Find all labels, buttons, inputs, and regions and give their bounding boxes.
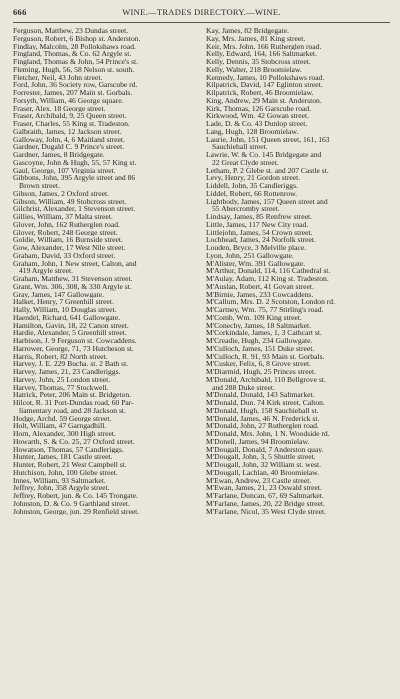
directory-entry: M'Corkindale, James, 1, 3 Cathcart st. [206, 329, 322, 337]
directory-entry: Lade, D. & Co. 43 Dunlop street. [206, 120, 308, 128]
directory-entry: M'Conechy, James, 18 Saltmarket. [206, 321, 312, 330]
directory-entry: Fleming, Hugh, 56, 58 Nelson st. south. [13, 65, 135, 74]
directory-entry: Kelly, Dennis, 35 Stobcross street. [206, 58, 311, 66]
directory-entry: Fingland, Thomas, & Co. 62 Argyle st. [13, 50, 132, 58]
directory-entry: Harbison, J. 9 Ferguson st. Cowcaddens. [13, 337, 137, 345]
directory-entry: M'Farlane, Nicol, 35 West Clyde street. [206, 507, 326, 516]
directory-entry: M'Dougall, John, 3, 5 Shuttle street. [206, 453, 316, 461]
directory-entry: Goldie, William, 16 Burnside street. [13, 236, 123, 244]
directory-entry: M'Cusker, Felix, 6, 8 Grove street. [206, 360, 312, 368]
directory-entry-continuation: and 288 Duke street. [212, 383, 275, 392]
directory-entry: Letham, P. 2 Glebe st. and 207 Castle st. [206, 166, 329, 175]
directory-entry: Harvey, James, 21, 23 Candleriggs. [13, 368, 121, 376]
directory-entry: Graham, Matthew, 31 Stevenson street. [13, 275, 133, 283]
directory-entry-continuation: Brown street. [19, 182, 60, 190]
directory-entry: Lang, Hugh, 128 Broomielaw. [206, 127, 299, 136]
directory-entry: M'Donald, Hugh, 158 Sauchiehall st. [206, 406, 319, 415]
directory-entry: M'Dougall, Lachlan, 40 Broomielaw. [206, 468, 320, 477]
directory-entry: Harvey, John, 25 London street. [13, 375, 111, 384]
directory-entry: M'Callum, Mrs. D. 2 Scotston, London rd. [206, 298, 335, 306]
directory-entry: M'Creadie, Hugh, 234 Gallowgate. [206, 337, 313, 345]
directory-entry: Holt, William, 47 Garngadhill. [13, 422, 107, 430]
directory-entry: Harvey, J. E. 229 Bucha. st. 2 Bath st. [13, 360, 129, 368]
directory-entry: Graham, David, 33 Oxford street. [13, 251, 116, 260]
directory-entry: M'Aulay, Adam, 112 King st. Tradeston. [206, 275, 329, 283]
directory-entry: Grant, Wm. 306, 308, & 330 Argyle st. [13, 282, 132, 291]
directory-entry: M'Arthur, Donald, 114, 116 Cathedral st. [206, 267, 331, 275]
directory-entry: Liddel, Robert, 66 Rottenrow. [206, 189, 298, 198]
directory-entry: Harrower, George, 71, 73 Hutcheson st. [13, 344, 134, 353]
directory-entry: M'Donald, Mrs. John, 1 N. Woodside rd. [206, 430, 330, 438]
directory-entry: M'Donald, John, 27 Rutherglen road. [206, 422, 319, 430]
directory-entry: Kelly, Edward, 164, 166 Saltmarket. [206, 50, 317, 58]
directory-entry: Kirkwood, Wm. 42 Gowan street. [206, 112, 309, 120]
directory-entry: Lyon, John, 251 Gallowgate. [206, 251, 294, 260]
directory-entry: M'Comb, Wm. 109 King street. [206, 313, 302, 322]
directory-entry: Fraser, Archibald, 9, 25 Queen street. [13, 112, 127, 120]
directory-entry: Gillies, William, 37 Malta street. [13, 213, 113, 221]
right-column [206, 27, 390, 515]
directory-entry: Howatson, Thomas, 57 Candleriggs. [13, 445, 124, 454]
header-rule [13, 22, 390, 23]
directory-entry: Hally, William, 10 Douglas street. [13, 306, 117, 314]
directory-entry-continuation: 419 Argyle street. [19, 267, 74, 275]
directory-entry: Gardner, James, 8 Bridgegate. [13, 151, 105, 159]
directory-entry: M'Auslan, Robert, 41 Govan street. [206, 282, 314, 291]
directory-entry: Fingland, Thomas & John, 54 Prince's st. [13, 58, 139, 66]
directory-entry: Gibson, James, 2 Oxford street. [13, 189, 109, 198]
directory-entry: Hutchison, John, 100 Glebe street. [13, 468, 118, 477]
directory-entry: M'Birnie, James, 233 Cowcaddens. [206, 290, 314, 299]
directory-entry: M'Farlane, James, 20, 22 Bridge street. [206, 499, 325, 508]
directory-entry: M'Donald, Archibald, 110 Bellgrove st. [206, 375, 326, 384]
directory-entry: Louden, Bryce, 3 Melville place. [206, 244, 307, 252]
directory-entry: Forrester, James, 207 Main st. Gorbals. [13, 89, 133, 97]
directory-entry: Jeffrey, John, 358 Argyle street. [13, 484, 110, 492]
directory-entry: Ford, John, 36 Society row, Garscube rd. [13, 81, 138, 89]
directory-entry: Gibson, William, 49 Stobcross street. [13, 197, 127, 206]
directory-entry: Gaul, George, 107 Virginia street. [13, 166, 116, 175]
directory-entry: M'Culloch, R. 91, 93 Main st. Gorbals. [206, 352, 325, 361]
directory-entry: Littlejohn, James, 54 Crown street. [206, 228, 313, 237]
directory-entry: Hunter, Robert, 21 West Campbell st. [13, 461, 127, 469]
directory-entry: M'Culloch, James, 151 Duke street. [206, 344, 315, 353]
directory-entry: Kelly, Walter, 218 Broomielaw. [206, 65, 302, 74]
directory-entry-continuation: Sauchiehall street. [212, 143, 268, 151]
directory-entry: Hardie, Alexander, 5 Greenhill street. [13, 329, 127, 337]
directory-entry: Hatrick, Peter, 206 Main st. Bridgeton. [13, 391, 132, 399]
directory-entry: Lightbody, James, 157 Queen street and [206, 197, 328, 206]
directory-entry: Galloway, John, 4, 6 Maitland street. [13, 135, 125, 144]
directory-entry: Kirk, Thomas, 126 Garscube road. [206, 104, 312, 113]
page-number: 666 [13, 7, 27, 17]
directory-entry: King, Andrew, 29 Main st. Anderston. [206, 96, 322, 105]
directory-entry: Ferguson, Robert, 6 Bishop st. Anderston. [13, 34, 141, 43]
directory-entry: Gow, Alexander, 17 West Nile street. [13, 244, 126, 252]
directory-entry: Horn, Alexander, 300 High street. [13, 430, 116, 438]
directory-entry: Halket, Henry, 7 Greenhill street. [13, 298, 114, 306]
directory-entry: M'Donald, James, 46 N. Frederick st. [206, 414, 320, 423]
directory-entry: Hodge, Archd. 59 George street. [13, 414, 112, 423]
directory-entry: M'Donell, James, 94 Broomielaw. [206, 437, 310, 446]
directory-entry: M'Diarmid, Hugh, 25 Princes street. [206, 368, 316, 376]
directory-entry: Glover, Robert, 248 George street. [13, 228, 118, 237]
directory-entry: Innes, William, 93 Saltmarket. [13, 476, 106, 485]
directory-entry-continuation: 55 Abercromby street. [212, 205, 280, 213]
directory-entry: Kay, Mrs. James, 81 King street. [206, 34, 306, 43]
directory-entry: Kilpatrick, Robert, 46 Broomielaw. [206, 89, 314, 97]
directory-entry: Howarth, S. & Co. 25, 27 Oxford street. [13, 437, 135, 446]
directory-entry: Gardner, Dugald C. 9 Prince's street. [13, 143, 125, 151]
directory-entry: Lindsay, James, 85 Renfrew street. [206, 213, 313, 221]
directory-entry-continuation: liamentary road, and 28 Jackson st. [19, 406, 126, 415]
directory-entry: Lawrie, W. & Co. 145 Bridgegate and [206, 151, 322, 159]
directory-entry: Laurie, John, 151 Queen street, 161, 163 [206, 135, 330, 144]
directory-entry: Harvey, Thomas, 77 Stockwell. [13, 383, 109, 392]
directory-entry: Gibbons, John, 395 Argyle street and 86 [13, 174, 136, 182]
directory-entry: M'Donald, Dun. 74 Kirk street, Calton. [206, 399, 325, 407]
directory-entry: Haendel, Richard, 641 Gallowgate. [13, 313, 121, 322]
directory-entry: Findlay, Malcolm, 28 Pollokshaws road. [13, 42, 136, 51]
directory-entry: Kilpatrick, David, 147 Eglinton street. [206, 81, 323, 89]
directory-entry: M'Donald, Donald, 143 Saltmarket. [206, 391, 315, 399]
directory-entry: Kay, James, 82 Bridgegate. [206, 27, 290, 35]
directory-entry: Galbraith, James, 12 Jackson street. [13, 127, 122, 136]
left-column [13, 27, 197, 515]
page-header [13, 5, 390, 19]
directory-entry: Fraser, Charles, 55 King st. Tradeston. [13, 120, 130, 128]
directory-entry: M'Dougall, Donald, 7 Anderston quay. [206, 445, 324, 454]
directory-entry: Fraser, Alex. 18 George street. [13, 104, 106, 113]
directory-entry: Jeffrey, Robert, jun. & Co. 145 Trongate. [13, 492, 138, 500]
directory-entry: Forsyth, William, 46 George square. [13, 96, 124, 105]
directory-entry: Kennedy, James, 10 Pollokshaws road. [206, 73, 325, 82]
directory-columns [13, 27, 390, 515]
directory-entry: Hunter, James, 181 Castle street. [13, 453, 113, 461]
directory-entry: Keir, Mrs. John, 166 Rutherglen road. [206, 42, 322, 51]
page-title: WINE.—TRADES DIRECTORY.—WINE. [122, 7, 281, 17]
directory-entry-continuation: 22 Great Clyde street. [212, 158, 279, 167]
directory-entry: Gray, James, 147 Gallowgate. [13, 290, 105, 299]
directory-entry: M'Dougall, John, 32 William st. west. [206, 461, 322, 469]
directory-entry: M'Ewan, James, 21, 23 Oswald street. [206, 484, 322, 492]
directory-entry: M'Cartney, Wm. 75, 77 Stirling's road. [206, 306, 324, 314]
directory-entry: Liddell, John, 35 Candleriggs. [206, 182, 298, 190]
directory-entry: Fletcher, Neil, 43 John street. [13, 73, 103, 82]
directory-entry: Gilchrist, Alexander, 1 Stevenson street. [13, 205, 136, 213]
directory-entry: Hilcot, R. 31 Port-Dundas road, 60 Par- [13, 399, 134, 407]
directory-entry: M'Alister, Wm. 391 Gallowgate. [206, 259, 306, 268]
directory-entry: Harris, Robert, 82 North street. [13, 352, 108, 361]
directory-entry: Graham, John, 1 New street, Calton, and [13, 259, 137, 268]
directory-entry: Glover, John, 162 Rutherglen road. [13, 220, 120, 229]
directory-entry: Johnston, D. & Co. 9 Garthland street. [13, 499, 130, 508]
directory-entry: M'Farlane, Duncan, 67, 69 Saltmarket. [206, 492, 324, 500]
directory-entry: Hamilton, Gavin, 18, 22 Canon street. [13, 321, 129, 330]
directory-entry: Gascoyne, John & Hugh, 55, 57 King st. [13, 158, 137, 167]
directory-entry: Ferguson, Matthew, 23 Dundas street. [13, 27, 129, 35]
directory-entry: M'Ewan, Andrew, 23 Castle street. [206, 476, 312, 485]
directory-entry: Lochhead, James, 24 Norfolk street. [206, 236, 316, 244]
directory-entry: Levy, Henry, 21 Gordon street. [206, 174, 301, 182]
directory-entry: Little, James, 117 New City road. [206, 220, 309, 229]
directory-entry: Johnston, George, jun. 29 Renfield street. [13, 507, 140, 516]
